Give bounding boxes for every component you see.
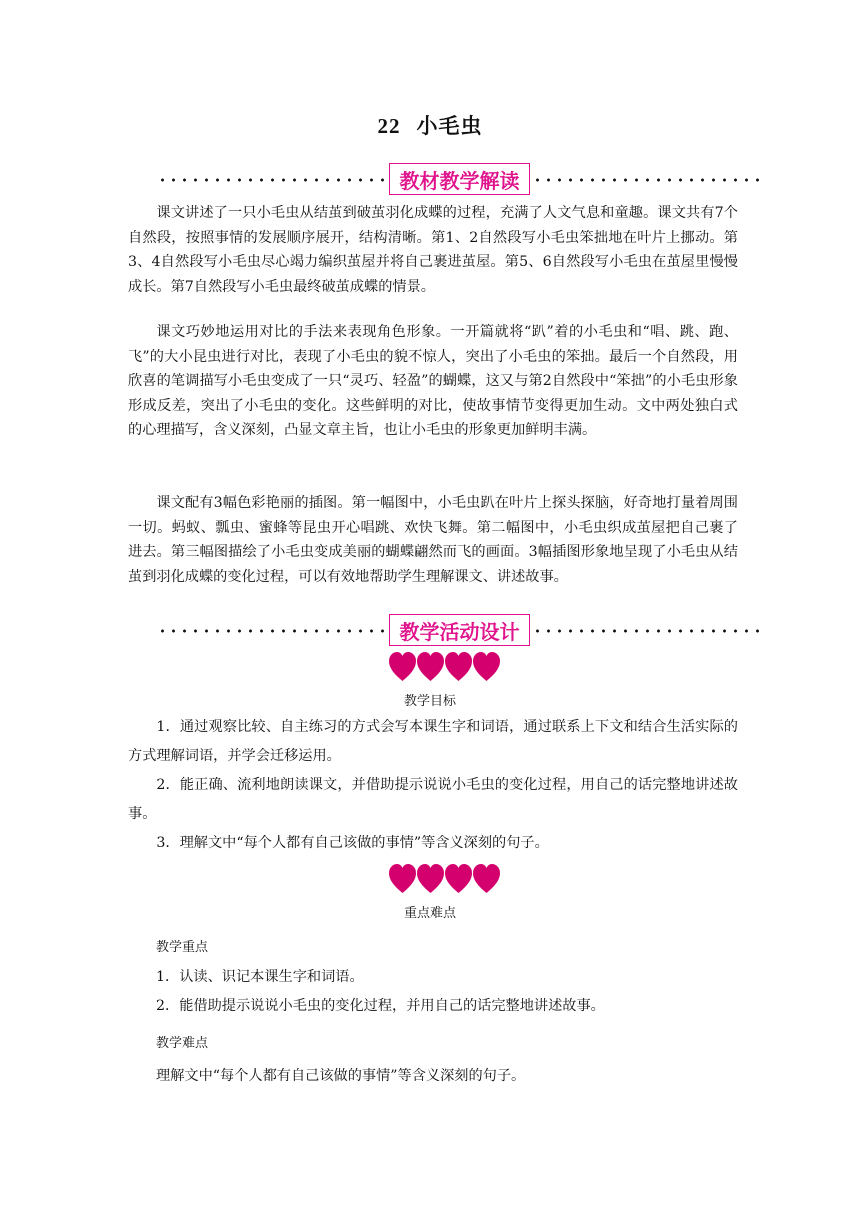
heart-ornament: [389, 864, 501, 894]
heart-icon: [389, 652, 416, 682]
section-heading-design: 教学活动设计: [389, 614, 530, 646]
dotted-rule-left: [157, 178, 389, 182]
heart-icon: [473, 652, 500, 682]
lesson-name: 小毛虫: [416, 114, 483, 138]
lesson-number: 22: [377, 114, 401, 138]
focus-label: 教学重点: [156, 940, 209, 955]
focus-item: 2．能借助提示说说小毛虫的变化过程，并用自己的话完整地讲述故事。: [156, 998, 605, 1014]
analysis-paragraph: 课文巧妙地运用对比的手法来表现角色形象。一开篇就将“趴”着的小毛虫和“唱、跳、跑、飞”的大小昆虫进行对比，表现了小毛虫的貌不惊人，突出了小毛虫的笨拙。最后一个自然段，用欣喜的笔调描写小毛虫变成了一只“灵巧、轻盈”的蝴蝶，这又与第2自然段中“笨拙”的小毛虫形象形成反差，突出了小毛虫的变化。这些鲜明的对比，使故事情节变得更加生动。文中两处独白式的心理描写，含义深刻，凸显文章主旨，也让小毛虫的形象更加鲜明丰满。: [128, 324, 738, 439]
heart-icon: [473, 864, 500, 894]
analysis-paragraph: 课文讲述了一只小毛虫从结茧到破茧羽化成蝶的过程，充满了人文气息和童趣。课文共有7个自然段，按照事情的发展顺序展开，结构清晰。第1、2自然段写小毛虫笨拙地在叶片上挪动。第3、4自然段写小毛虫尽心竭力编织茧屋并将自己裹进茧屋。第5、6自然段写小毛虫在茧屋里慢慢成长。第7自然段写小毛虫最终破茧成蝶的情景。: [128, 205, 738, 295]
objective-item: 2．能正确、流利地朗读课文，并借助提示说说小毛虫的变化过程，用自己的话完整地讲述故事。: [128, 777, 738, 822]
objective-item: 3．理解文中“每个人都有自己该做的事情”等含义深刻的句子。: [156, 835, 549, 851]
focus-item: 1．认读、识记本课生字和词语。: [156, 969, 364, 985]
heart-icon: [417, 652, 444, 682]
section-divider-design: [157, 614, 763, 648]
section-heading-analysis: 教材教学解读: [389, 163, 530, 195]
heart-icon: [417, 864, 444, 894]
heart-icon: [445, 652, 472, 682]
heart-ornament: [389, 652, 501, 682]
heart-icon: [389, 864, 416, 894]
key-points-heading: 重点难点: [403, 906, 456, 921]
difficulty-text: 理解文中“每个人都有自己该做的事情”等含义深刻的句子。: [156, 1068, 526, 1084]
section-divider-analysis: [157, 163, 763, 197]
difficulty-label: 教学难点: [156, 1036, 209, 1051]
dotted-rule-right: [532, 629, 763, 633]
heart-icon: [445, 864, 472, 894]
objective-item: 1．通过观察比较、自主练习的方式会写本课生字和词语，通过联系上下文和结合生活实际的方式理解词语，并学会迁移运用。: [128, 719, 738, 764]
analysis-paragraph: 课文配有3幅色彩艳丽的插图。第一幅图中，小毛虫趴在叶片上探头探脑，好奇地打量着周围一切。蚂蚁、瓢虫、蜜蜂等昆虫开心唱跳、欢快飞舞。第二幅图中，小毛虫织成茧屋把自己裹了进去。第三幅图描绘了小毛虫变成美丽的蝴蝶翩然而飞的画面。3幅插图形象地呈现了小毛虫从结茧到羽化成蝶的变化过程，可以有效地帮助学生理解课文、讲述故事。: [128, 495, 738, 585]
dotted-rule-right: [532, 178, 763, 182]
dotted-rule-left: [157, 629, 389, 633]
objectives-heading: 教学目标: [403, 694, 456, 709]
lesson-title: [0, 110, 860, 140]
